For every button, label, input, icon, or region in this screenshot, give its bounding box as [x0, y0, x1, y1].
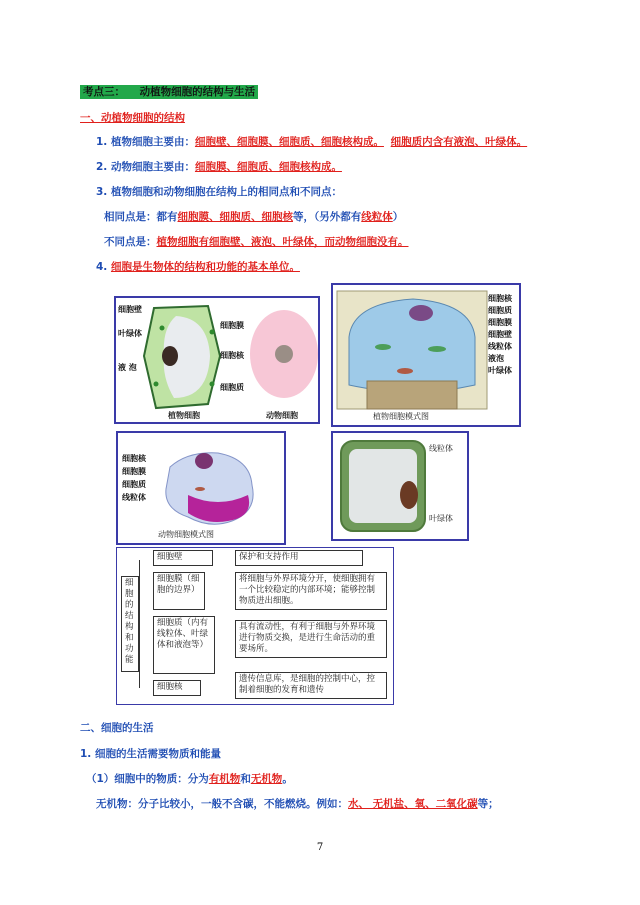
fig2-label-membrane: 细胞膜: [488, 318, 512, 327]
fig3-label-nucleus: 细胞核: [122, 454, 146, 463]
fig4-label-chloroplast: 叶绿体: [429, 514, 453, 523]
figure-plant-cell-detail: [331, 431, 469, 541]
fig2-label-chloroplast: 叶绿体: [488, 366, 512, 375]
fig3-label-mitochondria: 线粒体: [122, 493, 146, 502]
same-points: 相同点是：都有细胞膜、细胞质、细胞核等，（另外都有线粒体）: [104, 211, 404, 223]
fig3-label-membrane: 细胞膜: [122, 467, 146, 476]
concept-func-wall: 保护和支持作用: [235, 550, 363, 566]
fig1-label-cytoplasm: 细胞质: [220, 383, 244, 392]
concept-part-cytoplasm: 细胞质（内有线粒体、叶绿体和液泡等）: [153, 616, 215, 674]
caption-animal: 动物细胞: [266, 411, 298, 420]
fig1-label-nucleus: 细胞核: [220, 351, 244, 360]
fig2-label-nucleus: 细胞核: [488, 294, 512, 303]
section2-inorganic: 无机物：分子比较小，一般不含碳，不能燃烧。例如：水、 无机盐、氧、二氧化碳等；: [96, 798, 499, 810]
figure-animal-cell-model: [116, 431, 286, 545]
fig2-label-mitochondria: 线粒体: [488, 342, 512, 351]
section1-title: 一、动植物细胞的结构: [80, 112, 185, 124]
fig3-label-cytoplasm: 细胞质: [122, 480, 146, 489]
item3: 3. 植物细胞和动物细胞在结构上的相同点和不同点：: [96, 186, 342, 198]
concept-func-cytoplasm: 具有流动性，有利于细胞与外界环境进行物质交换，是进行生命活动的重要场所。: [235, 620, 387, 658]
section2-title: 二、细胞的生活: [80, 722, 154, 734]
fig1-label-wall: 细胞壁: [118, 305, 142, 314]
fig1-label-chloroplast: 叶绿体: [118, 329, 142, 338]
concept-map: [116, 547, 394, 705]
fig1-label-membrane: 细胞膜: [220, 321, 244, 330]
caption-plant-model: 植物细胞模式图: [373, 412, 429, 421]
fig1-label-vacuole: 液 泡: [118, 363, 137, 372]
section2-sub1: （1）细胞中的物质：分为有机物和无机物。: [86, 773, 293, 785]
section2-item1: 1. 细胞的生活需要物质和能量: [80, 748, 221, 760]
caption-animal-model: 动物细胞模式图: [158, 530, 214, 539]
page-number: 7: [316, 842, 324, 853]
fig2-label-cytoplasm: 细胞质: [488, 306, 512, 315]
item1: 1. 植物细胞主要由：细胞壁、细胞膜、细胞质、细胞核构成。 细胞质内含有液泡、叶绿体。: [96, 136, 528, 148]
figure-plant-cell-model: [331, 283, 521, 427]
item2: 2. 动物细胞主要由：细胞膜、细胞质、细胞核构成。: [96, 161, 342, 173]
concept-part-membrane: 细胞膜（细胞的边界）: [153, 572, 205, 610]
section-header: [80, 84, 258, 99]
concept-part-wall: 细胞壁: [153, 550, 213, 566]
figure-plant-animal-cells: [114, 296, 320, 424]
fig2-label-vacuole: 液泡: [488, 354, 504, 363]
concept-func-nucleus: 遗传信息库，是细胞的控制中心，控制着细胞的发育和遗传: [235, 672, 387, 699]
caption-plant: 植物细胞: [168, 411, 200, 420]
diff-points: 不同点是：植物细胞有细胞壁、液泡、叶绿体，而动物细胞没有。: [104, 236, 409, 248]
concept-func-membrane: 将细胞与外界环境分开，使细胞拥有一个比较稳定的内部环境；能够控制物质进出细胞。: [235, 572, 387, 610]
cells-illustration: [116, 298, 318, 422]
concept-root: 细胞的结构和功能: [121, 576, 139, 672]
fig4-label-mitochondria: 线粒体: [429, 444, 453, 453]
header-label: 考点三：: [83, 86, 125, 98]
tree-trunk: [139, 560, 140, 688]
header-title: 动植物细胞的结构与生活: [139, 86, 256, 98]
concept-part-nucleus: 细胞核: [153, 680, 201, 696]
item4: 4. 细胞是生物体的结构和功能的基本单位。: [96, 261, 300, 273]
fig2-label-wall: 细胞壁: [488, 330, 512, 339]
